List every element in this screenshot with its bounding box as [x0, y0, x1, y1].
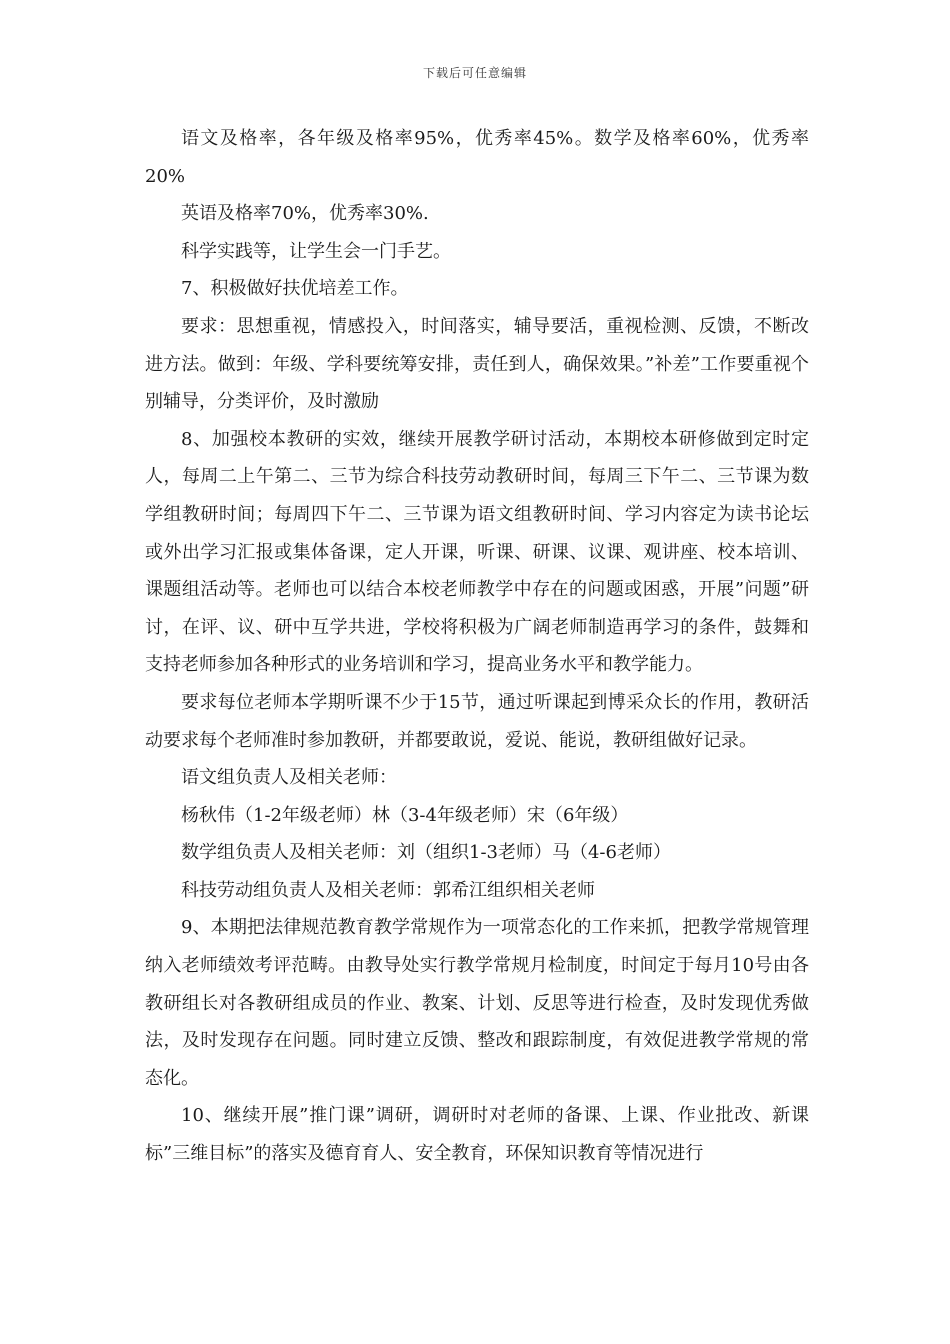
paragraph-item-9: 9、本期把法律规范教育教学常规作为一项常态化的工作来抓，把教学常规管理纳入老师绩效考评范畴。由教导处实行教学常规月检制度，时间定于每月10号由各教研组长对各教研组成员的作业、教案、计划、反思等进行检查，及时发现优秀做法，及时发现存在问题。同时建立反馈、整改和跟踪制度，有效促进教学常规的常态化。	[145, 917, 809, 1089]
paragraph-item-10: 10、继续开展”推门课”调研，调研时对老师的备课、上课、作业批改、新课标”三维目标”的落实及德育育人、安全教育，环保知识教育等情况进行	[145, 1105, 809, 1165]
paragraph-lesson-observation: 要求每位老师本学期听课不少于15节，通过听课起到博采众长的作用，教研活动要求每个老师准时参加教研，并都要敢说，爱说、能说，教研组做好记录。	[145, 691, 809, 751]
paragraph-chinese-group-members: 杨秋伟（1-2年级老师）林（3-4年级老师）宋（6年级）	[181, 804, 629, 826]
paragraph-math-group: 数学组负责人及相关老师：刘（组织1-3老师）马（4-6老师）	[181, 842, 671, 864]
paragraph-pass-rates: 语文及格率，各年级及格率95%，优秀率45%。数学及格率60%，优秀率20%	[145, 128, 809, 187]
paragraph-chinese-group-heading: 语文组负责人及相关老师：	[181, 767, 397, 789]
paragraph-english-rates: 英语及格率70%，优秀率30%.	[181, 203, 429, 225]
paragraph-item-7-heading: 7、积极做好扶优培差工作。	[181, 278, 409, 300]
paragraph-item-7-requirements: 要求：思想重视，情感投入，时间落实，辅导要活，重视检测、反馈，不断改进方法。做到：年级、学科要统筹安排，责任到人，确保效果。”补差”工作要重视个别辅导，分类评价，及时激励	[145, 315, 809, 413]
page-header: 下载后可任意编辑	[422, 66, 527, 80]
paragraph-tech-group: 科技劳动组负责人及相关老师：郭希江组织相关老师	[181, 879, 595, 901]
document-body	[145, 120, 809, 1173]
paragraph-item-8: 8、加强校本教研的实效，继续开展教学研讨活动，本期校本研修做到定时定人，每周二上午第二、三节为综合科技劳动教研时间，每周三下午二、三节课为数学组教研时间；每周四下午二、三节课为语文组教研时间、学习内容定为读书论坛或外出学习汇报或集体备课，定人开课，听课、研课、议课、观讲座、校本培训、课题组活动等。老师也可以结合本校老师教学中存在的问题或困惑，开展”问题”研讨，在评、议、研中互学共进，学校将积极为广阔老师制造再学习的条件，鼓舞和支持老师参加各种形式的业务培训和学习，提高业务水平和教学能力。	[145, 428, 809, 676]
paragraph-science-practice: 科学实践等，让学生会一门手艺。	[181, 240, 451, 262]
